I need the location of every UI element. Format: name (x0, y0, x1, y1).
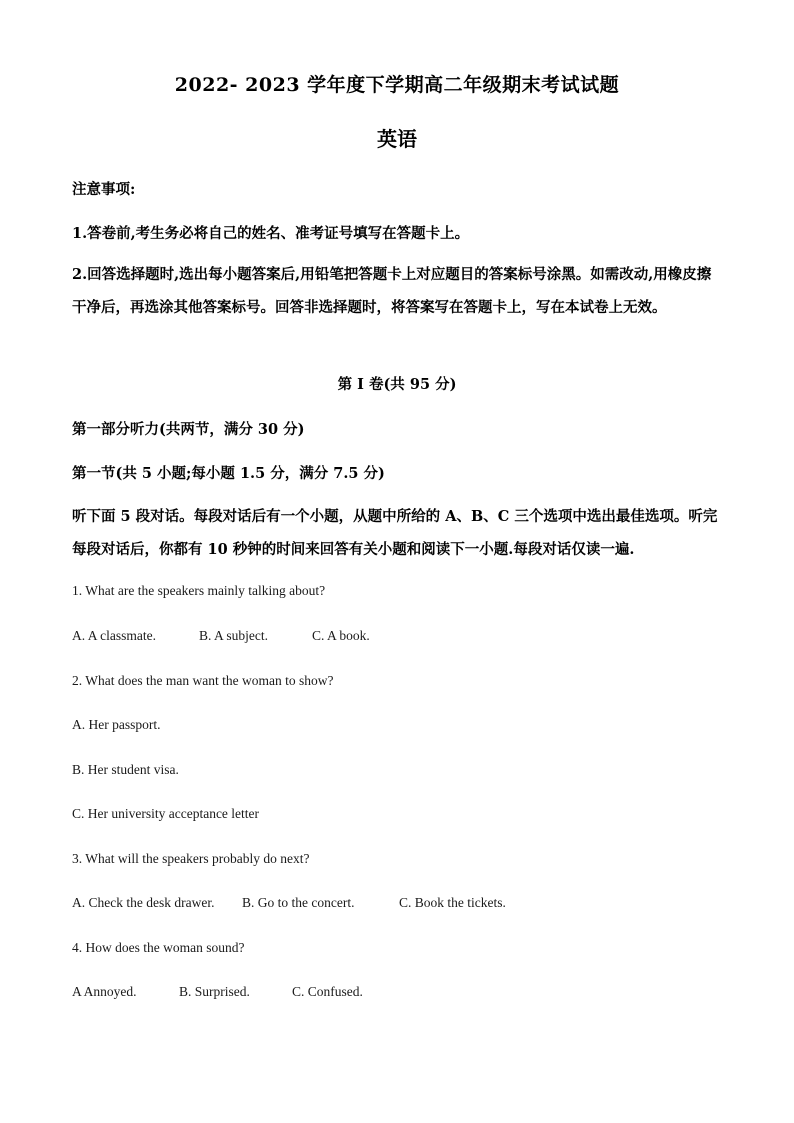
option-a: A. A classmate. (72, 628, 156, 643)
question-stem: 3. What will the speakers probably do next? (72, 851, 310, 866)
notice-item-1: 1.答卷前,考生务必将自己的姓名、准考证号填写在答题卡上。 (72, 225, 470, 242)
subject-title: 英语 (377, 127, 417, 151)
question-options (72, 984, 363, 1000)
question-stem: 2. What does the man want the woman to show? (72, 673, 334, 688)
option-c: C. Her university acceptance letter (72, 806, 260, 821)
question-stem: 4. How does the woman sound? (72, 940, 245, 955)
listening-instructions: 听下面 5 段对话。每段对话后有一个小题，从题中所给的 A、B、C 三个选项中选出最佳选项。听完每段对话后，你都有 10 秒钟的时间来回答有关小题和阅读下一小题.每段对话仅读一遍. (72, 508, 718, 558)
option-c: C. A book. (312, 628, 370, 643)
option-a: A. Check the desk drawer. (72, 895, 215, 910)
section1-heading: 第一节(共 5 小题;每小题 1.5 分，满分 7.5 分) (72, 465, 385, 482)
option-a: A. Her passport. (72, 717, 161, 732)
option-b: B. Surprised. (179, 984, 250, 999)
option-c: C. Book the tickets. (399, 895, 506, 910)
option-b: B. Go to the concert. (242, 895, 355, 910)
option-b: B. Her student visa. (72, 762, 179, 777)
option-b: B. A subject. (199, 628, 269, 643)
volume-heading: 第 I 卷(共 95 分) (337, 376, 457, 393)
question-options (72, 895, 506, 911)
question-options (72, 628, 370, 644)
exam-title: 2022- 2023 学年度下学期高二年级期末考试试题 (174, 74, 620, 96)
option-a: A Annoyed. (72, 984, 137, 999)
option-c: C. Confused. (292, 984, 363, 999)
part1-heading: 第一部分听力(共两节，满分 30 分) (72, 421, 305, 438)
question-stem: 1. What are the speakers mainly talking about? (72, 583, 326, 598)
notice-heading: 注意事项: (72, 181, 136, 198)
notice-item-2: 2.回答选择题时,选出每小题答案后,用铅笔把答题卡上对应题目的答案标号涂黑。如需改动,用橡皮擦干净后，再选涂其他答案标号。回答非选择题时，将答案写在答题卡上，写在本试卷上无效。 (72, 266, 712, 316)
